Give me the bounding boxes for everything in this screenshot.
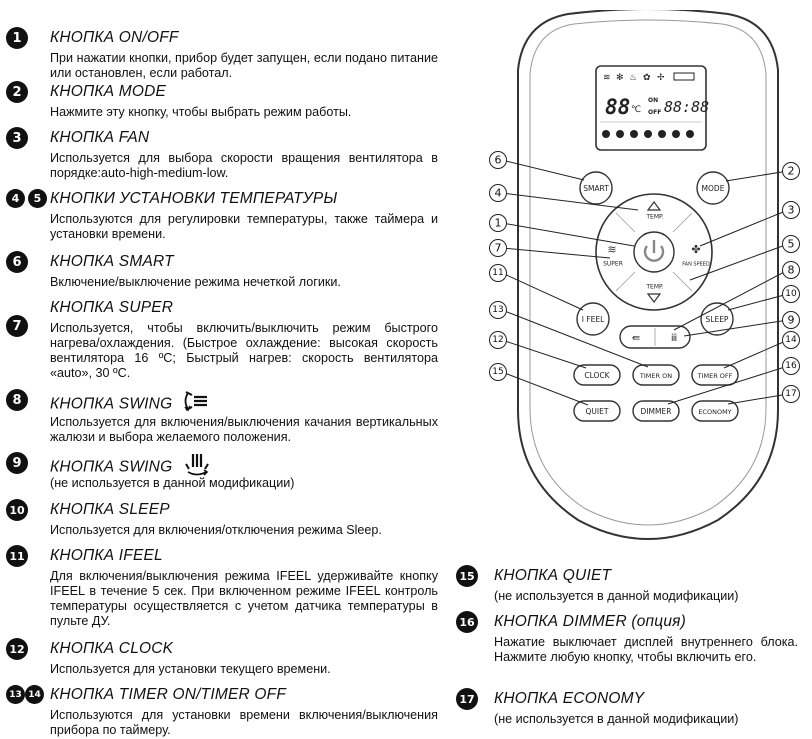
callout-17 xyxy=(783,386,800,403)
entry-title: КНОПКА TIMER ON/TIMER OFF xyxy=(50,686,286,703)
entry-title: КНОПКА FAN xyxy=(50,129,150,146)
entry-description: Используются для регулировки температуры, также таймера и установки времени. xyxy=(50,212,438,241)
svg-text:✿: ✿ xyxy=(643,73,651,83)
number-badge: 13 xyxy=(6,685,25,704)
entry-on-off xyxy=(6,27,438,80)
callout-6 xyxy=(490,152,507,169)
entry-description: Нажмите эту кнопку, чтобы выбрать режим работы. xyxy=(50,105,352,119)
entry-title: КНОПКА SWING xyxy=(50,395,173,413)
entry-fan xyxy=(6,127,436,182)
entry-description: (не используется в данной модификации) xyxy=(494,712,739,726)
entry-description: (не используется в данной модификации) xyxy=(494,589,739,603)
svg-text:TEMP.: TEMP. xyxy=(646,283,664,291)
svg-text:ECONOMY: ECONOMY xyxy=(698,408,732,416)
timer-off-button[interactable] xyxy=(692,365,738,385)
callout-3 xyxy=(783,202,800,219)
svg-text:≋: ≋ xyxy=(603,73,611,83)
svg-text:6: 6 xyxy=(494,153,502,167)
entry-description: Нажатие выключает дисплей внутреннего блока. Нажмите любую кнопку, чтобы включить его. xyxy=(494,635,798,664)
entry-quiet xyxy=(456,565,806,605)
callout-7 xyxy=(490,240,507,257)
callout-11 xyxy=(490,265,507,282)
entry-description: Используются для установки времени включения/выключения прибора по таймеру. xyxy=(50,708,438,737)
number-badge: 17 xyxy=(456,688,478,710)
mode-button[interactable] xyxy=(697,172,729,204)
number-badge: 6 xyxy=(6,251,28,273)
entry-clock xyxy=(6,638,436,678)
svg-text:9: 9 xyxy=(787,313,795,327)
ifeel-button[interactable] xyxy=(577,303,609,335)
number-badge: 14 xyxy=(25,685,44,704)
entry-title: КНОПКА SLEEP xyxy=(50,501,170,518)
swing-vertical-icon: ⇚ xyxy=(631,333,641,344)
display-time: 88:88 xyxy=(664,98,710,116)
svg-text:5: 5 xyxy=(787,237,795,251)
number-badge: 10 xyxy=(6,499,28,521)
svg-text:14: 14 xyxy=(785,335,797,345)
svg-text:12: 12 xyxy=(492,335,504,345)
svg-text:≋: ≋ xyxy=(607,243,617,256)
display-off-label: OFF xyxy=(648,109,662,116)
svg-text:13: 13 xyxy=(492,305,504,315)
entry-super xyxy=(6,297,436,379)
callout-13 xyxy=(490,302,507,319)
entry-title: КНОПКА QUIET xyxy=(494,567,612,584)
entry-title: КНОПКА SUPER xyxy=(50,299,174,316)
svg-text:I FEEL: I FEEL xyxy=(581,315,605,324)
callout-8 xyxy=(783,262,800,279)
number-badge: 5 xyxy=(28,189,47,208)
svg-text:FAN SPEED: FAN SPEED xyxy=(682,261,710,268)
entry-description: Используется для включения/отключения режима Sleep. xyxy=(50,523,382,537)
callout-9 xyxy=(783,312,800,329)
svg-text:SLEEP: SLEEP xyxy=(705,315,729,324)
svg-text:QUIET: QUIET xyxy=(585,407,609,416)
power-button[interactable] xyxy=(634,232,674,272)
entry-description: Используется для включения/выключения качания вертикальных жалюзи и выбора желаемого положения. xyxy=(50,415,438,444)
entry-description: Для включения/выключения режима IFEEL удерживайте кнопку IFEEL в течение 5 сек. При включенном режиме IFEEL контроль температуры осуществляется с учетом датчика температуры в пульте ДУ. xyxy=(50,569,438,628)
entry-title: КНОПКА SMART xyxy=(50,253,174,270)
callout-15 xyxy=(490,364,507,381)
svg-text:11: 11 xyxy=(492,268,504,278)
number-badge: 1 xyxy=(6,27,28,49)
svg-text:3: 3 xyxy=(787,203,795,217)
economy-button[interactable] xyxy=(692,401,738,421)
number-badge: 4 xyxy=(6,189,25,208)
svg-text:16: 16 xyxy=(785,361,797,371)
number-badge: 11 xyxy=(6,545,28,567)
svg-text:1: 1 xyxy=(494,216,502,230)
dimmer-button[interactable] xyxy=(633,401,679,421)
number-badge: 3 xyxy=(6,127,28,149)
svg-text:TEMP.: TEMP. xyxy=(646,213,664,221)
entry-description: Включение/выключение режима нечеткой логики. xyxy=(50,275,341,289)
entry-swing-vertical xyxy=(6,389,436,444)
entry-title: КНОПКА MODE xyxy=(50,83,167,100)
svg-text:TIMER ON: TIMER ON xyxy=(639,372,673,380)
display-on-label: ON xyxy=(648,97,659,104)
entry-dimmer xyxy=(456,611,806,683)
svg-text:✤: ✤ xyxy=(691,243,701,256)
svg-text:♨: ♨ xyxy=(629,73,638,83)
svg-text:✢: ✢ xyxy=(657,73,665,83)
display-temperature: 88 xyxy=(605,95,631,119)
smart-button[interactable] xyxy=(580,172,612,204)
callout-5 xyxy=(783,236,800,253)
entry-swing-horizontal xyxy=(6,452,436,492)
entry-title: КНОПКА SWING xyxy=(50,458,173,476)
entry-description: Используется для выбора скорости вращения вентилятора в порядке:auto-high-medium-low. xyxy=(50,151,438,180)
svg-text:8: 8 xyxy=(787,263,795,277)
remote-control-diagram xyxy=(488,10,808,550)
number-badge: 2 xyxy=(6,81,28,103)
callout-4 xyxy=(490,185,507,202)
entry-title: КНОПКА DIMMER (опция) xyxy=(494,613,686,630)
svg-text:15: 15 xyxy=(492,367,504,377)
entry-mode xyxy=(6,81,436,121)
entry-title: КНОПКА ON/OFF xyxy=(50,29,179,46)
entry-timer xyxy=(6,684,436,739)
number-badge: 16 xyxy=(456,611,478,633)
callout-16 xyxy=(783,358,800,375)
number-badge: 15 xyxy=(456,565,478,587)
display-temp-unit: ℃ xyxy=(631,105,642,115)
entry-temperature xyxy=(6,188,436,243)
number-badge: 9 xyxy=(6,452,28,474)
entry-description: (не используется в данной модификации) xyxy=(50,476,295,490)
callout-2 xyxy=(783,163,800,180)
callout-10 xyxy=(783,286,800,303)
svg-text:SUPER: SUPER xyxy=(603,260,623,268)
entry-smart xyxy=(6,251,436,291)
svg-text:7: 7 xyxy=(494,241,502,255)
entry-description: Используется для установки текущего времени. xyxy=(50,662,331,676)
svg-text:✻: ✻ xyxy=(616,73,624,83)
entry-title: КНОПКА CLOCK xyxy=(50,640,174,657)
entry-title: КНОПКИ УСТАНОВКИ ТЕМПЕРАТУРЫ xyxy=(50,190,338,207)
svg-text:DIMMER: DIMMER xyxy=(640,407,672,416)
svg-text:SMART: SMART xyxy=(583,184,609,193)
entry-description: При нажатии кнопки, прибор будет запущен, если подано питание или остановлен, если работал. xyxy=(50,51,438,80)
swing-buttons[interactable] xyxy=(620,326,690,348)
callout-1 xyxy=(490,215,507,232)
callout-14 xyxy=(783,332,800,349)
quiet-button[interactable] xyxy=(574,401,620,421)
number-badge: 12 xyxy=(6,638,28,660)
entry-description: Используется, чтобы включить/выключить режим быстрого нагрева/охлаждения. (Быстрое охлаждение: высокая скорость вентилятора 16 ºC; Быстрый нагрев: скорость вентилятора «auto», 30 ºC. xyxy=(50,321,438,380)
timer-on-button[interactable] xyxy=(633,365,679,385)
callout-12 xyxy=(490,332,507,349)
number-badge: 7 xyxy=(6,315,28,337)
svg-text:10: 10 xyxy=(785,289,797,299)
svg-text:17: 17 xyxy=(785,389,797,399)
entry-ifeel xyxy=(6,545,436,631)
entry-title: КНОПКА ECONOMY xyxy=(494,690,645,707)
swing-horizontal-icon: ⅲ xyxy=(670,333,678,344)
svg-text:4: 4 xyxy=(494,186,502,200)
number-badge: 8 xyxy=(6,389,28,411)
svg-text:MODE: MODE xyxy=(701,184,725,193)
clock-button[interactable] xyxy=(574,365,620,385)
entry-sleep xyxy=(6,499,436,539)
svg-text:CLOCK: CLOCK xyxy=(584,371,610,380)
entry-economy xyxy=(456,688,806,728)
entry-title: КНОПКА IFEEL xyxy=(50,547,163,564)
svg-text:TIMER OFF: TIMER OFF xyxy=(697,372,733,380)
svg-text:2: 2 xyxy=(787,164,795,178)
